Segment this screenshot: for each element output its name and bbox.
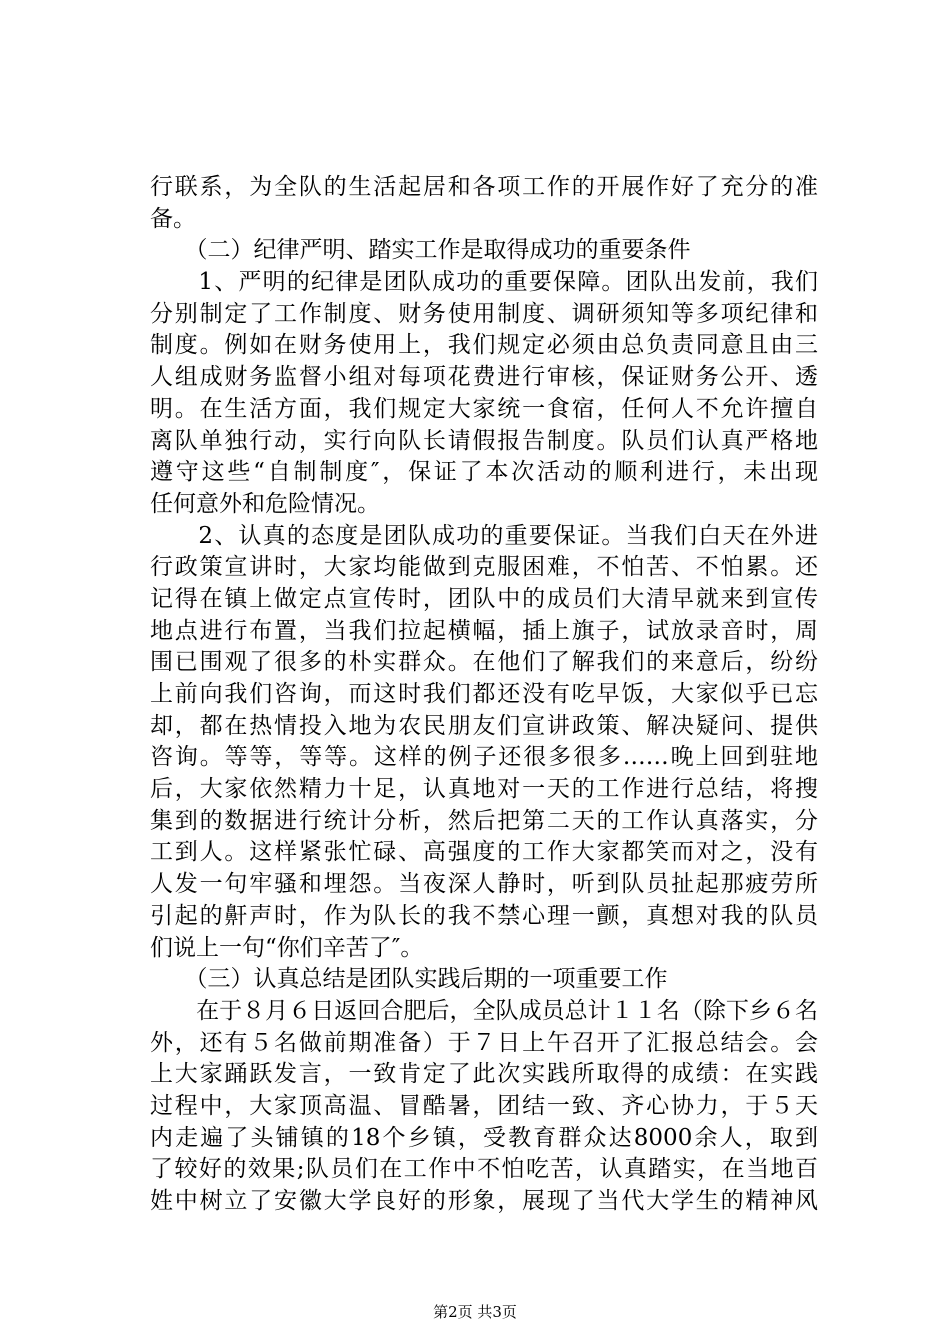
text-line: 上前向我们咨询，而这时我们都还没有吃早饭，大家似乎已忘	[150, 681, 818, 707]
text-line: 遵守这些“自制制度″，保证了本次活动的顺利进行，未出现	[150, 459, 818, 486]
text-line: 任何意外和危险情况。	[150, 490, 380, 517]
text-line: 地点进行布置，当我们拉起横幅，插上旗子，试放录音时，周	[150, 617, 818, 644]
text-line: 上大家踊跃发言，一致肯定了此次实践所取得的成绩：在实践	[150, 1061, 818, 1088]
text-line: 却，都在热情投入地为农民朋友们宣讲政策、解决疑问、提供	[150, 712, 818, 739]
text-line: 分别制定了工作制度、财务使用制度、调研须知等多项纪律和	[150, 300, 818, 327]
text-line: 行联系，为全队的生活起居和各项工作的开展作好了充分的准	[150, 174, 818, 200]
text-line: 制度。例如在财务使用上，我们规定必须由总负责同意且由三	[150, 332, 818, 359]
text-line: 引起的鼾声时，作为队长的我不禁心理一颤，真想对我的队员	[150, 902, 818, 929]
text-line: 们说上一句“你们辛苦了″。	[150, 934, 424, 961]
text-line: 集到的数据进行统计分析，然后把第二天的工作认真落实，分	[150, 807, 818, 834]
text-line: 明。在生活方面，我们规定大家统一食宿，任何人不允许擅自	[150, 395, 818, 422]
document-body	[150, 172, 818, 1218]
text-line: 人发一句牢骚和埋怨。当夜深人静时，听到队员扯起那疲劳所	[150, 871, 818, 898]
page-footer: 第2页 共3页	[433, 1303, 517, 1321]
text-line: 离队单独行动，实行向队长请假报告制度。队员们认真严格地	[150, 427, 818, 454]
text-line: 记得在镇上做定点宣传时，团队中的成员们大清早就来到宣传	[150, 585, 818, 612]
text-line: 人组成财务监督小组对每项花费进行审核，保证财务公开、透	[150, 364, 818, 391]
text-line: 在于８月６日返回合肥后，全队成员总计１１名（除下乡６名	[150, 997, 818, 1024]
text-line: 姓中树立了安徽大学良好的形象，展现了当代大学生的精神风	[150, 1188, 818, 1214]
text-line: 外，还有５名做前期准备）于７日上午召开了汇报总结会。会	[150, 1029, 818, 1056]
text-line: 行政策宣讲时，大家均能做到克服困难，不怕苦、不怕累。还	[150, 554, 818, 581]
text-line: 备。	[150, 205, 196, 232]
text-line: 围已围观了很多的朴实群众。在他们了解我们的来意后，纷纷	[150, 649, 818, 676]
text-line: 2、认真的态度是团队成功的重要保证。当我们白天在外进	[150, 522, 818, 549]
text-line: （三）认真总结是团队实践后期的一项重要工作	[150, 966, 668, 993]
text-line: 咨询。等等，等等。这样的例子还很多很多……晚上回到驻地	[150, 744, 818, 771]
text-line: 工到人。这样紧张忙碌、高强度的工作大家都笑而对之，没有	[150, 839, 818, 866]
text-line: 过程中，大家顶高温、冒酷暑，团结一致、齐心协力，于５天	[150, 1092, 818, 1119]
text-line: 内走遍了头铺镇的18个乡镇，受教育群众达8000余人，取到	[150, 1124, 818, 1151]
text-line: （二）纪律严明、踏实工作是取得成功的重要条件	[150, 237, 691, 264]
text-line: 了较好的效果;队员们在工作中不怕吃苦，认真踏实，在当地百	[150, 1156, 818, 1183]
text-line: 后，大家依然精力十足，认真地对一天的工作进行总结，将搜	[150, 776, 818, 803]
text-line: 1、严明的纪律是团队成功的重要保障。团队出发前，我们	[150, 269, 818, 296]
